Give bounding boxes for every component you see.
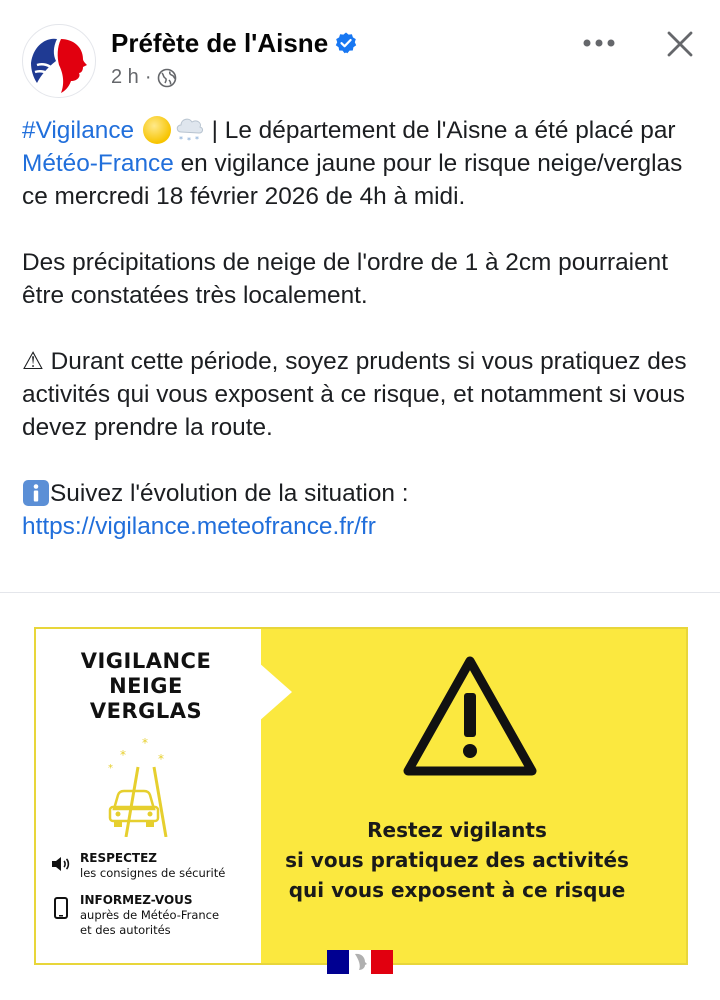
post-body [22,114,702,543]
advice2-line-2: et des autorités [80,923,171,937]
post-header [0,0,720,100]
advice2-line-1: auprès de Météo-France [80,908,220,922]
car-on-icy-road-icon [96,737,196,837]
poster-title-line-3: VERGLAS [89,699,203,723]
svg-text:*: * [108,763,113,774]
poster-arrow [258,662,292,722]
poster-title [36,649,256,724]
republique-francaise-flag-logo [327,950,393,974]
main-message-line-1: Restez vigilants [367,818,547,842]
post-paragraph-4 [22,477,702,543]
vigilance-poster[interactable] [34,627,688,965]
advice2-title: INFORMEZ-VOUS [80,893,193,907]
globe-icon[interactable] [157,68,177,88]
vigilance-url-link[interactable]: https://vigilance.meteofrance.fr/fr [22,513,376,540]
verified-badge-icon [334,31,358,55]
svg-text:*: * [120,748,126,762]
more-options-button[interactable] [578,28,620,58]
main-message-line-2: si vous pratiquez des activités [285,848,629,872]
advice-respectez-text [80,851,225,881]
post-paragraph-1 [22,114,702,213]
svg-text:*: * [186,136,191,144]
svg-text:*: * [158,752,164,766]
paragraph4-text: Suivez l'évolution de la situation : [50,480,409,507]
svg-text:*: * [142,737,148,750]
close-icon [665,29,695,59]
poster-title-line-1: VIGILANCE [80,649,212,673]
svg-text:*: * [194,135,199,144]
hashtag-link[interactable]: #Vigilance [22,117,135,144]
poster-title-line-2: NEIGE [109,674,183,698]
divider [0,592,720,593]
post-meta [111,66,177,89]
meteo-france-link[interactable]: Météo-France [22,150,174,177]
main-message-line-3: qui vous exposent à ce risque [288,878,626,902]
post-paragraph-3: ⚠ Durant cette période, soyez prudents si vous pratiquez des activités qui vous exposent à ce risque, et notamment si vous devez prendre la route. [22,348,687,441]
close-button[interactable] [660,24,700,64]
page-name[interactable] [111,28,358,59]
page-name-text[interactable]: Préfète de l'Aisne [111,28,329,58]
advice-informez-text [80,893,219,938]
advice1-title: RESPECTEZ [80,851,157,865]
sun-emoji [143,116,171,144]
marianne-logo-icon [23,25,96,98]
svg-text:*: * [178,135,183,144]
speaker-icon [50,853,72,875]
phone-icon [50,895,72,921]
post-paragraph-2: Des précipitations de neige de l'ordre de 1 à 2cm pourraient être constatées très localement. [22,249,668,309]
paragraph1-text-a: | Le département de l'Aisne a été placé par [204,117,676,144]
post-time[interactable]: 2 h [111,66,139,88]
poster-left-panel [36,629,261,963]
paragraph1-text-b: en vigilance jaune pour le risque neige/verglas ce mercredi 18 février 2026 de 4h à midi. [22,150,683,210]
marianne-profile-icon [349,950,371,974]
more-icon [582,38,616,48]
meta-separator: · [144,66,152,88]
advice1-text: les consignes de sécurité [80,866,226,880]
snow-cloud-emoji [173,114,205,144]
info-emoji [22,479,50,507]
poster-main-message [272,815,642,905]
page-avatar[interactable] [22,24,96,98]
warning-triangle-icon [402,655,538,777]
